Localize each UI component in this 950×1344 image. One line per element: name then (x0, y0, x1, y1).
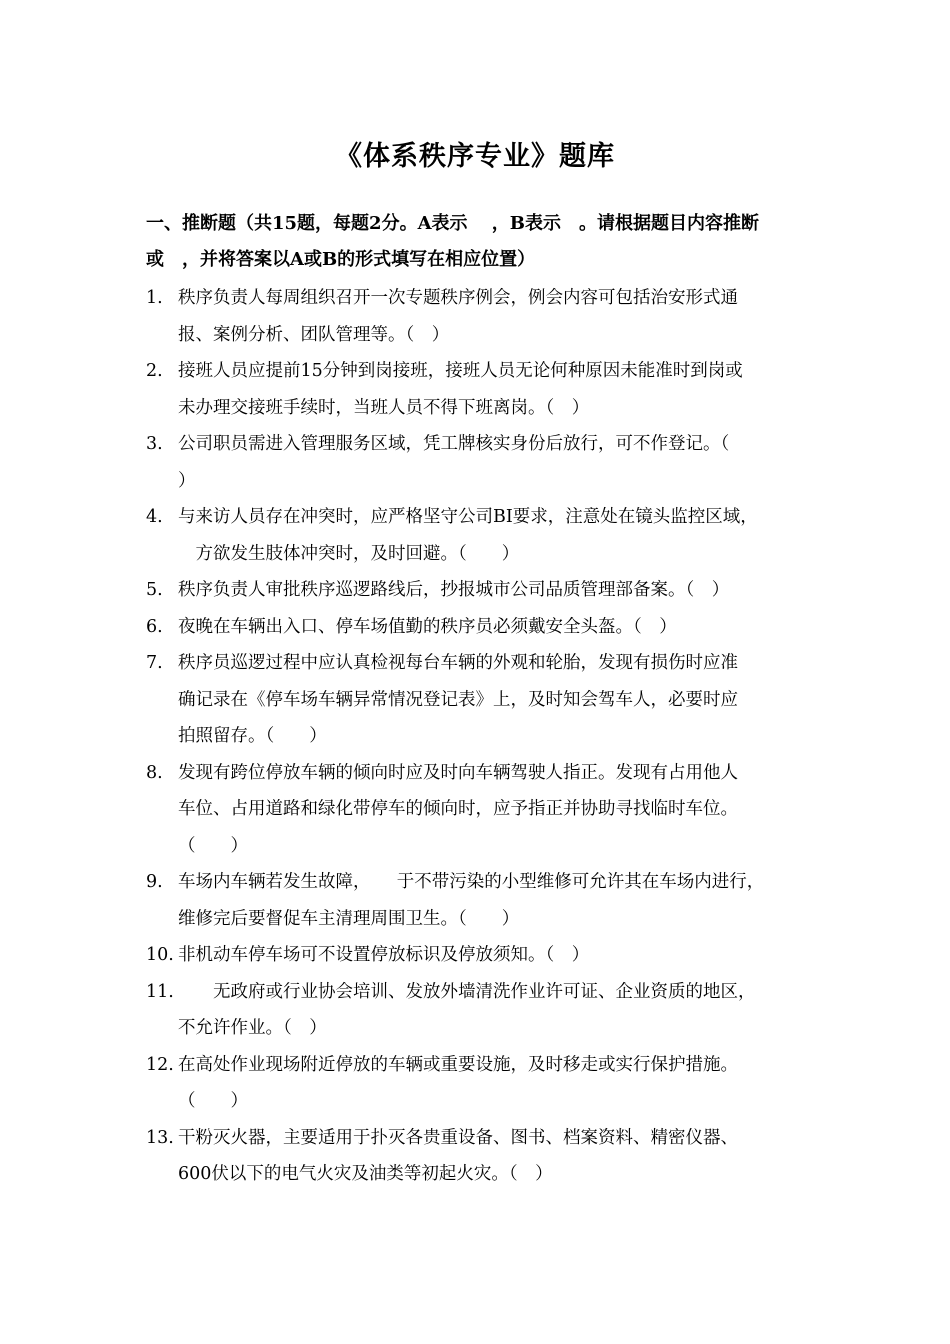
question-text (178, 937, 826, 974)
question-number: 7. (146, 653, 163, 673)
question-item-10 (146, 937, 826, 974)
section-heading (146, 206, 826, 278)
question-line: 600伏以下的电气火灾及油类等初起火灾。（ ） (178, 1164, 553, 1184)
question-item-5 (146, 572, 826, 609)
question-number: 1. (146, 288, 163, 308)
question-text (178, 645, 826, 755)
question-line: 接班人员应提前15分钟到岗接班，接班人员无论何种原因未能准时到岗或 (178, 361, 743, 381)
section-heading-line-2: 或 ，并将答案以A或B的形式填写在相应位置） (146, 249, 536, 270)
question-text (178, 280, 826, 353)
question-line: 维修完后要督促车主清理周围卫生。（ ） (178, 908, 520, 929)
question-line: 车场内车辆若发生故障， 于不带污染的小型维修可允许其在车场内进行， (178, 872, 765, 892)
question-number: 4. (146, 507, 163, 527)
question-line: 秩序员巡逻过程中应认真检视每台车辆的外观和轮胎，发现有损伤时应准 (178, 653, 738, 673)
question-line: 秩序负责人审批秩序巡逻路线后，抄报城市公司品质管理部备案。（ ） (178, 580, 730, 600)
question-number: 2. (146, 361, 163, 381)
question-text (178, 499, 826, 572)
section-heading-line-1: 一、推断题（共15题，每题2分。A表示 ，B表示 。请根据题目内容推断 (146, 213, 760, 234)
question-line: 发现有跨位停放车辆的倾向时应及时向车辆驾驶人指正。发现有占用他人 (178, 762, 738, 783)
question-item-7 (146, 645, 826, 755)
question-item-1 (146, 280, 826, 353)
question-text (178, 572, 826, 609)
question-line: （ ） (178, 1091, 248, 1111)
question-line: 夜晚在车辆出入口、停车场值勤的秩序员必须戴安全头盔。（ ） (178, 616, 677, 637)
question-text (178, 1047, 826, 1120)
question-line: 拍照留存。（ ） (178, 726, 327, 746)
question-number: 11. (146, 981, 174, 1002)
question-number: 6. (146, 616, 163, 637)
question-text (178, 864, 826, 937)
question-line: 报、案例分析、团队管理等。（ ） (178, 324, 450, 345)
question-item-12 (146, 1047, 826, 1120)
question-text (178, 1120, 826, 1193)
page-title: 《体系秩序专业》题库 (335, 141, 615, 172)
question-line: 秩序负责人每周组织召开一次专题秩序例会，例会内容可包括治安形式通 (178, 288, 738, 308)
question-list (146, 280, 826, 1193)
question-number: 13. (146, 1127, 174, 1148)
question-line: 确记录在《停车场车辆异常情况登记表》上，及时知会驾车人，必要时应 (178, 689, 738, 710)
question-number: 12. (146, 1054, 174, 1075)
question-item-6 (146, 609, 826, 646)
question-text (178, 755, 826, 865)
question-item-13 (146, 1120, 826, 1193)
question-line: 干粉灭火器，主要适用于扑灭各贵重设备、图书、档案资料、精密仪器、 (178, 1127, 738, 1148)
question-line: ） (178, 470, 196, 491)
question-number: 5. (146, 580, 163, 600)
question-item-2 (146, 353, 826, 426)
question-line: 公司职员需进入管理服务区域，凭工牌核实身份后放行，可不作登记。（ (178, 434, 730, 454)
question-number: 8. (146, 762, 163, 783)
question-line: 与来访人员存在冲突时，应严格坚守公司BI要求，注意处在镜头监控区域， (178, 507, 758, 527)
question-item-8 (146, 755, 826, 865)
question-text (178, 353, 826, 426)
question-item-3 (146, 426, 826, 499)
question-line: 车位、占用道路和绿化带停车的倾向时，应予指正并协助寻找临时车位。 (178, 799, 738, 819)
question-line: 不允许作业。（ ） (178, 1018, 327, 1038)
question-line: （ ） (178, 835, 248, 856)
question-item-11 (146, 974, 826, 1047)
question-number: 3. (146, 434, 163, 454)
question-number: 10. (146, 945, 174, 965)
question-line: 方欲发生肢体冲突时，及时回避。（ ） (178, 543, 520, 564)
question-text (178, 426, 826, 499)
question-line: 无政府或行业协会培训、发放外墙清洗作业许可证、企业资质的地区， (178, 981, 756, 1002)
question-number: 9. (146, 872, 163, 892)
question-text (178, 609, 826, 646)
question-item-9 (146, 864, 826, 937)
question-item-4 (146, 499, 826, 572)
question-line: 未办理交接班手续时，当班人员不得下班离岗。（ ） (178, 397, 590, 418)
question-text (178, 974, 826, 1047)
question-line: 非机动车停车场可不设置停放标识及停放须知。（ ） (178, 945, 590, 965)
question-line: 在高处作业现场附近停放的车辆或重要设施，及时移走或实行保护措施。 (178, 1054, 738, 1075)
